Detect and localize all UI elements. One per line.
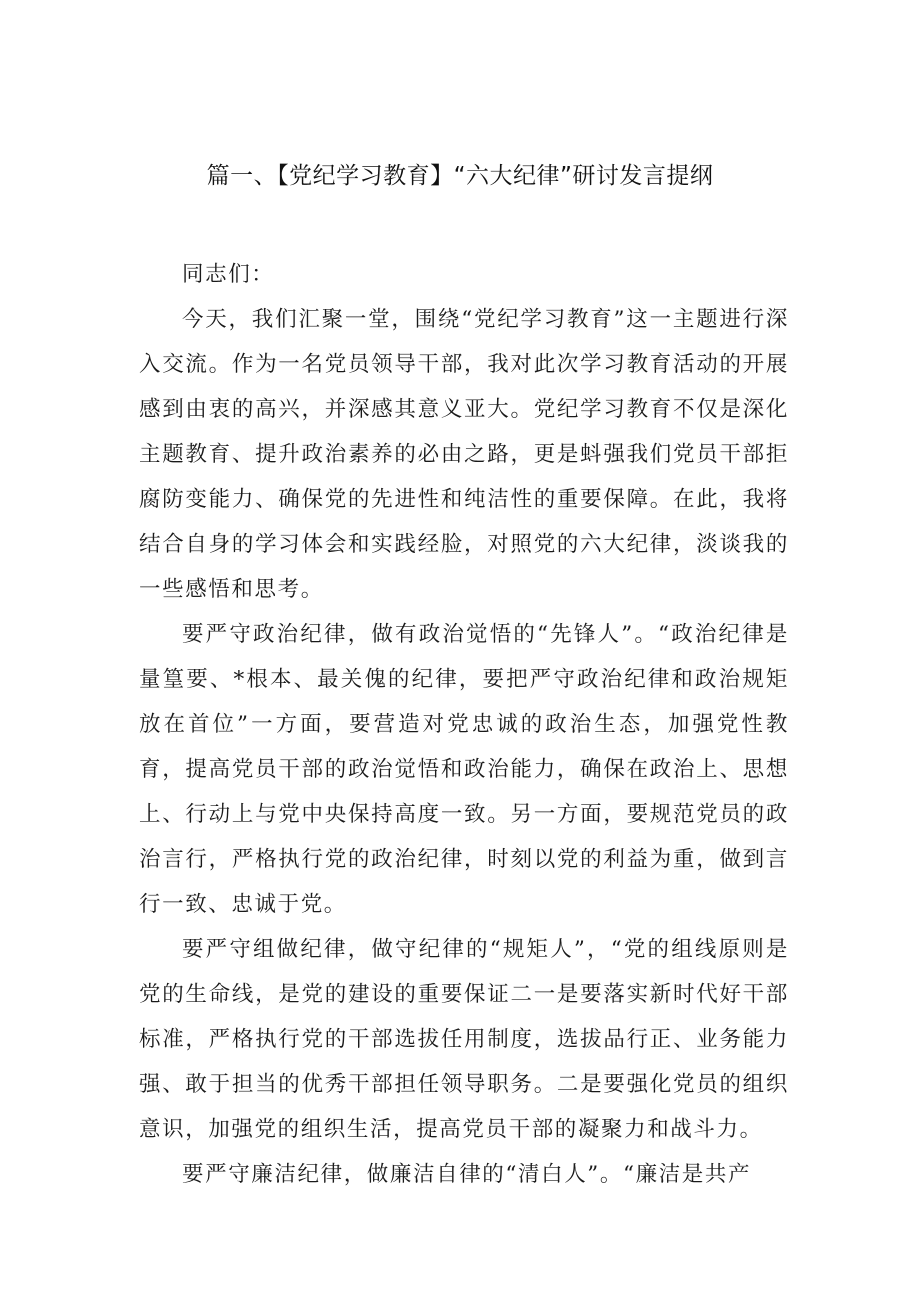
organizational-discipline-paragraph: 要严守组做纪律，做守纪律的“规矩人”，“党的组线原则是党的生命线，是党的建设的重要保证二一是要落实新时代好干部标准，严格执行党的干部选拔任用制度，选拔品行正、业务能力强、敢于担当的优秀干部担任领导职务。二是要强化党员的组织意识，加强党的组织生活，提高党员干部的凝聚力和战斗力。: [139, 937, 789, 1142]
political-discipline-paragraph: 要严守政治纪律，做有政治觉悟的“先锋人”。“政治纪律是量篁要、*根本、最关傀的纪律，要把严守政治纪律和政治规矩放在首位”一方面，要营造对党忠诚的政治生态，加强党性教育，提高党员干部的政治觉悟和政治能力，确保在政治上、思想上、行动上与党中央保持高度一致。另一方面，要规范党员的政治言行，严格执行党的政治纪律，时刻以党的利益为重，做到言行一致、忠诚于党。: [139, 622, 789, 917]
salutation-paragraph: 同志们：: [182, 262, 275, 287]
document-body: [139, 252, 789, 1197]
intro-paragraph: 今天，我们汇聚一堂，围绕“党纪学习教育”这一主题进行深入交流。作为一名党员领导干部，我对此次学习教育活动的开展感到由衷的高兴，并深感其意义亚大。党纪学习教育不仅是深化主题教育、提升政治素养的必由之路，更是蚪强我们党员干部拒腐防变能力、确保党的先进性和纯洁性的重要保障。在此，我将结合自身的学习体会和实践经脸，对照党的六大纪律，淡谈我的一些感悟和思考。: [139, 307, 789, 602]
integrity-discipline-paragraph: 要严守廉洁纪律，做廉洁自律的“清白人”。“廉洁是共产: [182, 1162, 752, 1187]
document-title: 篇一、【党纪学习教育】“六大纪律”研讨发言提纲: [206, 163, 714, 189]
